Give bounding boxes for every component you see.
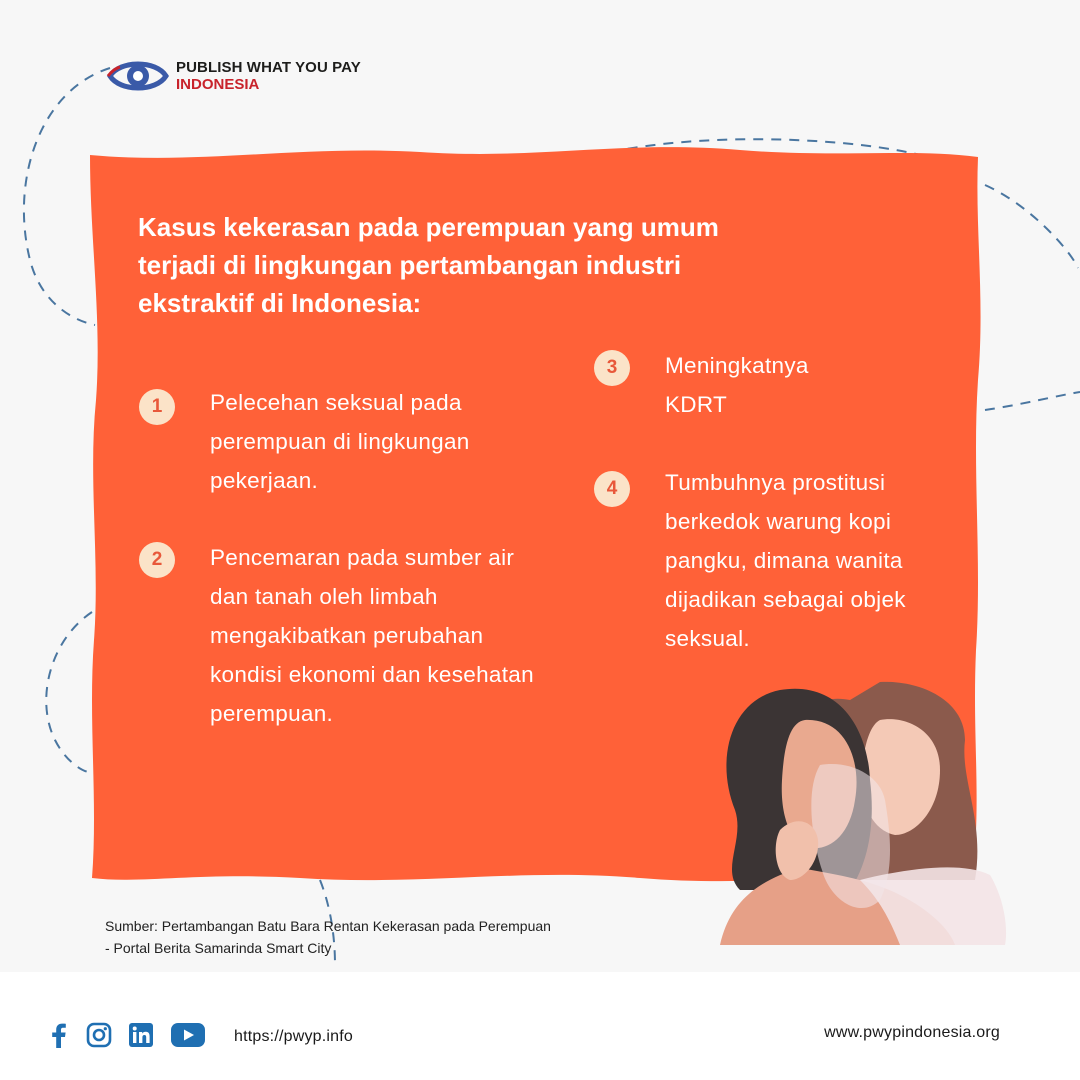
list-item-4 [594, 471, 906, 658]
list-item-3 [594, 350, 809, 424]
page-title: Kasus kekerasan pada perempuan yang umum terjadi di lingkungan pertambangan industri ekstraktif di Indonesia: [138, 212, 719, 318]
list-item-1 [139, 389, 470, 500]
number-badge: 3 [594, 350, 630, 386]
brand-country: INDONESIA [176, 76, 260, 93]
source-line-2: - Portal Berita Samarinda Smart City [105, 940, 332, 956]
website-link[interactable]: www.pwypindonesia.org [824, 1024, 1000, 1041]
list-item-text: Meningkatnya KDRT [665, 353, 809, 417]
list-item-text: Tumbuhnya prostitusi berkedok warung kopi pangku, dimana wanita dijadikan sebagai objek seksual. [665, 470, 906, 651]
youtube-icon[interactable] [170, 1022, 206, 1048]
brand-logo [106, 56, 361, 96]
number-badge: 4 [594, 471, 630, 507]
list-item-text: Pelecehan seksual pada perempuan di lingkungan pekerjaan. [210, 390, 470, 493]
brand-name: PUBLISH WHAT YOU PAY [176, 59, 361, 76]
list-item-text: Pencemaran pada sumber air dan tanah oleh limbah mengakibatkan perubahan kondisi ekonomi dan kesehatan perempuan. [210, 545, 534, 726]
number-badge: 2 [139, 542, 175, 578]
pwyp-link[interactable]: https://pwyp.info [234, 1028, 354, 1045]
linkedin-icon[interactable] [128, 1022, 154, 1048]
instagram-icon[interactable] [86, 1022, 112, 1048]
social-links [48, 1022, 206, 1048]
source-citation [105, 915, 551, 959]
list-item-2 [139, 542, 534, 733]
facebook-icon[interactable] [48, 1022, 70, 1048]
eye-logo-icon [106, 56, 170, 96]
source-line-1: Sumber: Pertambangan Batu Bara Rentan Kekerasan pada Perempuan [105, 918, 551, 934]
number-badge: 1 [139, 389, 175, 425]
